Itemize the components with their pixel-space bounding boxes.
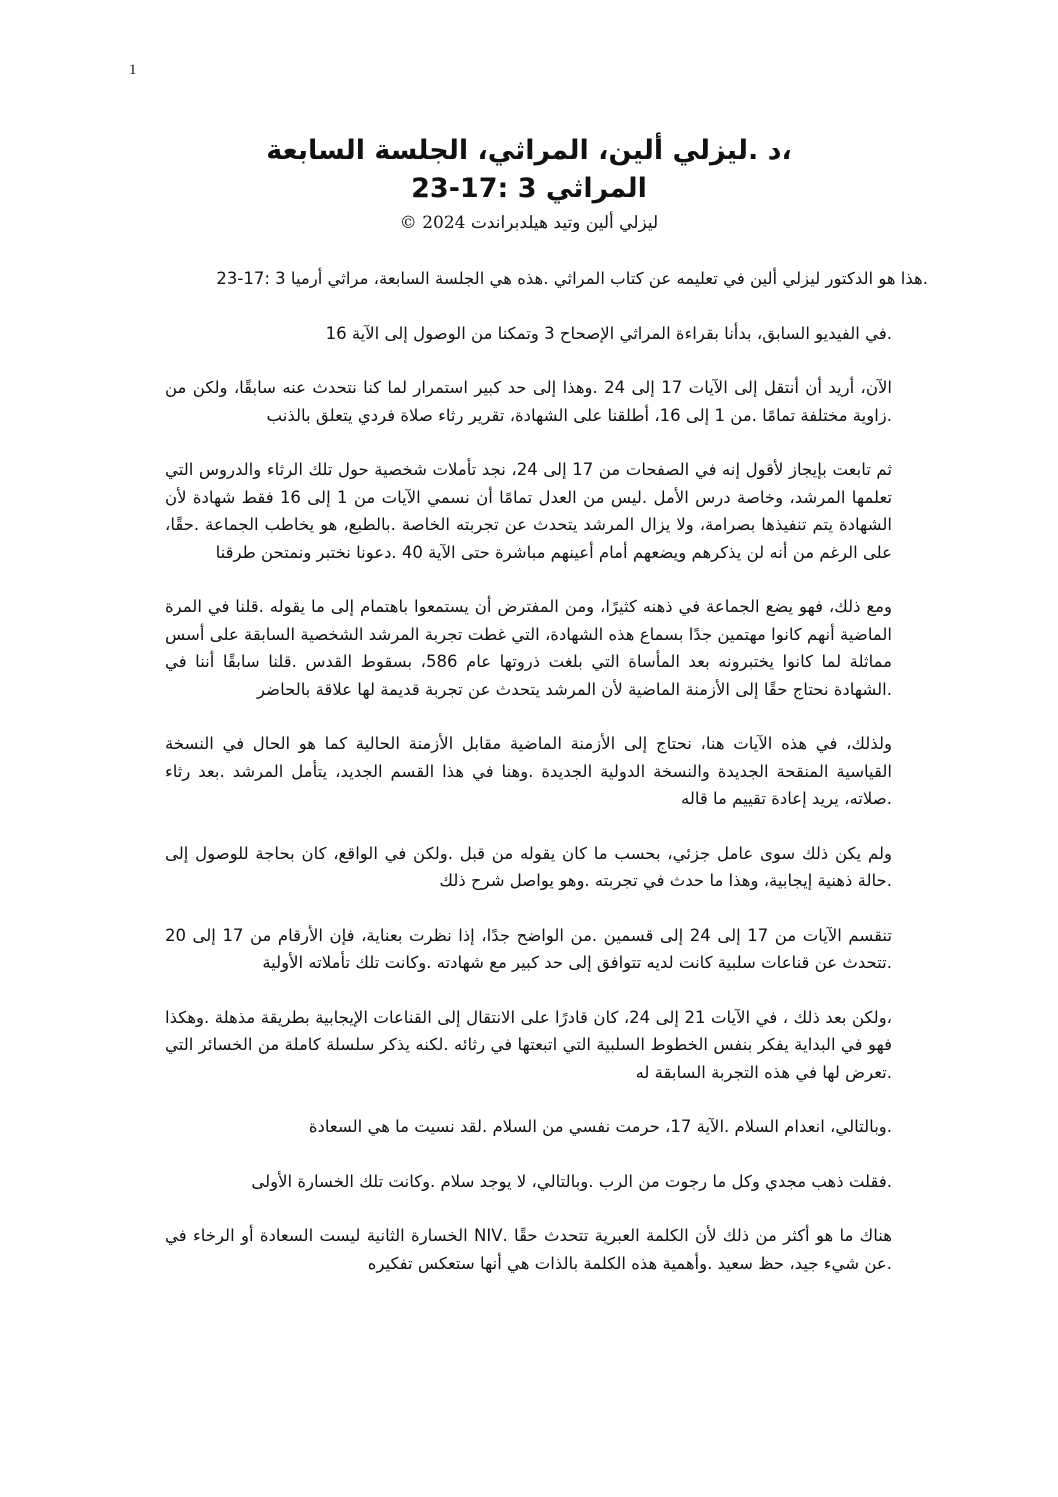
paragraph: ولذلك، في هذه الآيات هنا، نحتاج إلى الأزمنة الماضية مقابل الأزمنة الحالية كما هو الحال في النسخة القياسية المنقحة الجديدة والنسخة الدولية الجديدة .وهنا في هذا القسم الجديد، يتأمل المرشد .بعد رثاء .صلاته، يريد إعادة تقييم ما قاله xyxy=(165,734,892,808)
copyright-line: ليزلي ألين وتيد هيلدبراندت 2024 © xyxy=(399,213,659,233)
document-body xyxy=(165,265,928,1304)
paragraph: تنقسم الآيات من 17 إلى 24 إلى قسمين .من الواضح جدًا، إذا نظرت بعناية، فإن الأرقام من 17 إلى 20 .تتحدث عن قناعات سلبية كانت لديه تتوافق إلى حد كبير مع شهادته .وكانت تلك تأملاته الأولية xyxy=(165,925,892,972)
document-title: ،د .ليزلي ألين، المراثي، الجلسة السابعة xyxy=(266,135,792,166)
page-number: 1 xyxy=(129,62,137,78)
paragraph: .هذا هو الدكتور ليزلي ألين في تعليمه عن كتاب المراثي .هذه هي الجلسة السابعة، مراثي أرميا 3 :17-23 xyxy=(216,269,928,288)
paragraph: الآن، أريد أن أنتقل إلى الآيات 17 إلى 24 .وهذا إلى حد كبير استمرار لما كنا نتحدث عنه سابقًا، ولكن من .زاوية مختلفة تمامًا .من 1 إلى 16، أطلقنا على الشهادة، تقرير رثاء صلاة فردي يتعلق بالذنب xyxy=(165,378,892,425)
paragraph: ولم يكن ذلك سوى عامل جزئي، بحسب ما كان يقوله من قبل .ولكن في الواقع، كان بحاجة للوصول إلى .حالة ذهنية إيجابية، وهذا ما حدث في تجربته .وهو يواصل شرح ذلك xyxy=(165,843,892,890)
document-subtitle: المراثي 3 :17-23 xyxy=(411,173,647,204)
document-header xyxy=(0,132,1058,236)
paragraph: .فقلت ذهب مجدي وكل ما رجوت من الرب .وبالتالي، لا يوجد سلام .وكانت تلك الخسارة الأولى xyxy=(251,1171,892,1191)
paragraph: ثم تابعت بإيجاز لأقول إنه في الصفحات من 17 إلى 24، نجد تأملات شخصية حول تلك الرثاء والدروس التي تعلمها المرشد، وخاصة درس الأمل .ليس من العدل تمامًا أن نسمي الآيات من 1 إلى 16 فقط شهادة لأن الشهادة يتم تنفيذها بصرامة، ولا يزال المرشد يتحدث عن تجربته الخاصة .بالطبع، هو يخاطب الجماعة .حقًا، على الرغم من أنه لن يذكرهم ويضعهم أمام أعينهم مباشرة حتى الآية 40 .دعونا نختبر ونمتحن طرقنا xyxy=(165,460,892,562)
paragraph: .في الفيديو السابق، بدأنا بقراءة المراثي الإصحاح 3 وتمكنا من الوصول إلى الآية 16 xyxy=(325,323,892,343)
paragraph: ومع ذلك، فهو يضع الجماعة في ذهنه كثيرًا، ومن المفترض أن يستمعوا باهتمام إلى ما يقوله .قلنا في المرة الماضية أنهم كانوا مهتمين جدًا بسماع هذه الشهادة، التي غطت تجربة المرشد الشخصية السابقة على أسس مماثلة لما كانوا يختبرونه بعد المأساة التي بلغت ذروتها عام 586، بسقوط القدس .قلنا سابقًا أننا في .الشهادة نحتاج حقًا إلى الأزمنة الماضية لأن المرشد يتحدث عن تجربة قديمة لها علاقة بالحاضر xyxy=(165,597,892,699)
paragraph: .وبالتالي، انعدام السلام .الآية 17، حرمت نفسي من السلام .لقد نسيت ما هي السعادة xyxy=(308,1117,892,1136)
paragraph: ،ولكن بعد ذلك ، في الآيات 21 إلى 24، كان قادرًا على الانتقال إلى القناعات الإيجابية بطريقة مذهلة .وهكذا فهو في البداية يفكر بنفس الخطوط السلبية التي اتبعتها في رثائه .لكنه يذكر سلسلة كاملة من الخسائر التي .تعرض لها في هذه التجربة السابقة له xyxy=(165,1007,892,1082)
paragraph: هناك ما هو أكثر من ذلك لأن الكلمة العبرية تتحدث حقًا .NIV الخسارة الثانية ليست السعادة أو الرخاء في .عن شيء جيد، حظ سعيد .وأهمية هذه الكلمة بالذات هي أنها ستعكس تفكيره xyxy=(165,1226,892,1273)
